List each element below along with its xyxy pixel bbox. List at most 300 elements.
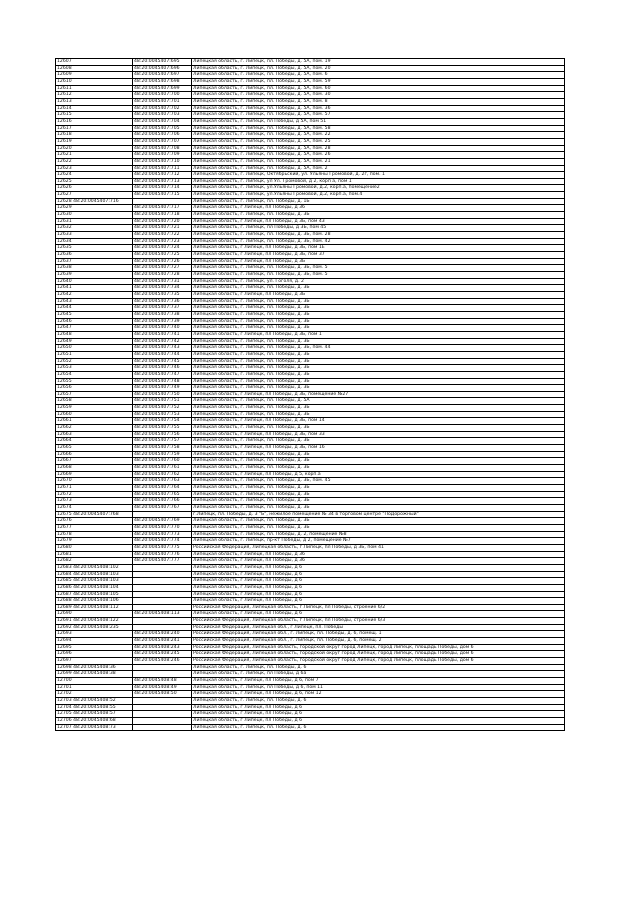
- address-cell: Липецкая область, г. Липецк, пл. Победы, д. 5А, пом. 58: [192, 125, 565, 132]
- cadastral-number-cell: [133, 511, 192, 518]
- address-cell: Липецкая область, г. Липецк, пл. Победы, д. 5А, пом. 8: [192, 98, 565, 105]
- row-number-cell: 12670: [56, 478, 133, 485]
- cadastral-number-cell: [133, 564, 192, 571]
- cadastral-number-cell: 48:20:0045407:746: [133, 365, 192, 372]
- row-number-cell: 12673: [56, 498, 133, 505]
- table-row: [56, 618, 565, 625]
- cadastral-number-cell: 48:20:0045407:767: [133, 504, 192, 511]
- address-cell: Липецкая область, г Липецк, пл Победы, д 3Б, пом 16: [192, 445, 565, 452]
- address-cell: Российская Федерация, Липецкая область, г Липецк, пл Победы, строение 6/3: [192, 618, 565, 625]
- table-row: [56, 471, 565, 478]
- row-number-cell: 12694: [56, 638, 133, 645]
- table-row: [56, 678, 565, 685]
- address-cell: Липецкая область, г. Липецк, пл. Победы, д. 3Б: [192, 351, 565, 358]
- cadastral-number-cell: 48:20:0045407:700: [133, 92, 192, 99]
- address-cell: Липецкая область, г Липецк, пл Победы, д 3Б, пом 1Е: [192, 245, 565, 252]
- row-number-cell: 12707 48:20:0045408:73: [56, 724, 133, 731]
- table-row: [56, 305, 565, 312]
- table-row: [56, 85, 565, 92]
- row-number-cell: 12627: [56, 192, 133, 199]
- row-number-cell: 12682: [56, 558, 133, 565]
- address-cell: Липецкая область, г Липецк, пл Победы, д 6, пом 12: [192, 691, 565, 698]
- address-cell: Липецкая область, г. Липецк, пл. Победы, д. 3Б, пом. 45: [192, 478, 565, 485]
- cadastral-number-cell: 48:20:0045407:714: [133, 185, 192, 192]
- table-row: [56, 118, 565, 125]
- table-row: [56, 285, 565, 292]
- row-number-cell: 12666: [56, 451, 133, 458]
- row-number-cell: 12655: [56, 378, 133, 385]
- cadastral-number-cell: 48:20:0045407:741: [133, 331, 192, 338]
- row-number-cell: 12704 48:20:0045408:55: [56, 704, 133, 711]
- cadastral-number-cell: 48:20:0045407:718: [133, 212, 192, 219]
- cadastral-number-cell: 48:20:0045407:754: [133, 418, 192, 425]
- row-number-cell: 12674: [56, 504, 133, 511]
- address-cell: Липецкая область, г Липецк, пл Победы, д 36: [192, 558, 565, 565]
- address-cell: Липецкая область, г. Липецк, пл. Победы, д. 6: [192, 724, 565, 731]
- row-number-cell: 12706 48:20:0045408:68: [56, 717, 133, 724]
- row-number-cell: 12679: [56, 538, 133, 545]
- address-cell: Липецкая область, г. Липецк, пл. Победы, д. 5А, пом. 59: [192, 78, 565, 85]
- address-cell: Липецкая область, г. Липецк, пл. Победы, д. 3Б: [192, 311, 565, 318]
- cadastral-number-cell: 48:20:0045407:759: [133, 451, 192, 458]
- row-number-cell: 12622: [56, 158, 133, 165]
- table-row: [56, 198, 565, 205]
- table-row: [56, 405, 565, 412]
- address-cell: Липецкая область, г. Липецк, пл Победы, д 6а: [192, 671, 565, 678]
- address-cell: Липецкая область, г Липецк, пл Победы, д 6: [192, 584, 565, 591]
- row-number-cell: 12675 48:20:0045407:768: [56, 511, 133, 518]
- row-number-cell: 12612: [56, 92, 133, 99]
- address-cell: Липецкая область, г. Липецк, пр-кт Победы, д 2, помещение №7: [192, 538, 565, 545]
- row-number-cell: 12687 48:20:0045408:105: [56, 591, 133, 598]
- row-number-cell: 12665: [56, 445, 133, 452]
- address-cell: Липецкая область, г. Липецк, пл. Победы, д. 5А, пом. 60: [192, 85, 565, 92]
- cadastral-number-cell: 48:20:0045407:707: [133, 138, 192, 145]
- address-cell: Липецкая область, г. Липецк, пл. Победы, д. 3Б: [192, 385, 565, 392]
- row-number-cell: 12634: [56, 238, 133, 245]
- address-cell: Липецкая область, г Липецк, пл Победы, д 3Б, пом 43: [192, 218, 565, 225]
- table-row: [56, 112, 565, 119]
- cadastral-number-cell: 48:20:0045407:704: [133, 118, 192, 125]
- cadastral-number-cell: 48:20:0045407:699: [133, 85, 192, 92]
- table-row: [56, 358, 565, 365]
- cadastral-number-cell: 48:20:0045407:717: [133, 205, 192, 212]
- table-row: [56, 651, 565, 658]
- row-number-cell: 12640: [56, 278, 133, 285]
- table-row: [56, 544, 565, 551]
- cadastral-number-cell: 48:20:0045407:709: [133, 152, 192, 159]
- address-cell: Липецкая область, г. Липецк, пл. Победы, д. 3Б: [192, 438, 565, 445]
- address-cell: Липецкая область, г. Липецк, пл. Победы, д. 5А, пом. 22: [192, 132, 565, 139]
- address-cell: Липецкая область, г Липецк, пл Победы, д 3Б: [192, 291, 565, 298]
- cadastral-number-cell: 48:20:0045407:757: [133, 438, 192, 445]
- table-row: [56, 212, 565, 219]
- table-row: [56, 365, 565, 372]
- table-row: [56, 145, 565, 152]
- table-row: [56, 325, 565, 332]
- row-number-cell: 12668: [56, 465, 133, 472]
- cadastral-number-cell: 48:20:0045407:765: [133, 491, 192, 498]
- row-number-cell: 12616: [56, 118, 133, 125]
- address-cell: Липецкая область, г Липецк, пл Победы, д 6: [192, 564, 565, 571]
- row-number-cell: 12630: [56, 212, 133, 219]
- cadastral-number-cell: 48:20:0045407:747: [133, 371, 192, 378]
- table-row: [56, 311, 565, 318]
- cadastral-number-cell: 48:20:0045407:715: [133, 192, 192, 199]
- row-number-cell: 12637: [56, 258, 133, 265]
- cadastral-number-cell: 48:20:0045407:755: [133, 425, 192, 432]
- table-row: [56, 631, 565, 638]
- table-row: [56, 571, 565, 578]
- cadastral-number-cell: 48:20:0045408:113: [133, 611, 192, 618]
- row-number-cell: 12643: [56, 298, 133, 305]
- table-row: [56, 531, 565, 538]
- table-row: [56, 504, 565, 511]
- cadastral-number-cell: 48:20:0045407:708: [133, 145, 192, 152]
- registry-table: [55, 58, 565, 731]
- address-cell: Липецкая область, г. Липецк, пл. Победы, д. 2, помещение №8: [192, 531, 565, 538]
- table-row: [56, 192, 565, 199]
- cadastral-number-cell: 48:20:0045407:722: [133, 232, 192, 239]
- row-number-cell: 12683 48:20:0045408:102: [56, 564, 133, 571]
- address-cell: Липецкая область, г Липецк, пл Победы, д 6: [192, 591, 565, 598]
- address-cell: г.Липецк, пл. Победы, д. 3 "Б", нежилое помещение № 34 в торговом центре "ПоДорожный": [192, 511, 565, 518]
- row-number-cell: 12661: [56, 418, 133, 425]
- address-cell: Липецкая область, г. Липецк, пл. Победы, д. 3Б, пом. 28: [192, 232, 565, 239]
- row-number-cell: 12623: [56, 165, 133, 172]
- address-cell: Липецкая область, г. Липецк, пл. Победы, д. 3Б: [192, 491, 565, 498]
- address-cell: Липецкая область, г. Липецк, пл. Победы, д. 3Б: [192, 285, 565, 292]
- row-number-cell: 12625: [56, 178, 133, 185]
- address-cell: Липецкая область, г. Липецк, пл. Победы, д. 3Б: [192, 485, 565, 492]
- address-cell: Липецкая область, г Липецк, пл Победы, д 36: [192, 205, 565, 212]
- address-cell: Липецкая область, г. Липецк, пл. Победы, д. 3Б: [192, 498, 565, 505]
- row-number-cell: 12620: [56, 145, 133, 152]
- table-row: [56, 578, 565, 585]
- address-cell: Липецкая область, г Липецк, пл Победы, д 3Б, пом 37: [192, 252, 565, 259]
- table-row: [56, 59, 565, 66]
- row-number-cell: 12667: [56, 458, 133, 465]
- cadastral-number-cell: 48:20:0045407:751: [133, 398, 192, 405]
- table-row: [56, 518, 565, 525]
- cadastral-number-cell: 48:20:0045407:749: [133, 385, 192, 392]
- address-cell: Липецкая область, г. Липецк, пл. Победы, д. 3Б: [192, 371, 565, 378]
- address-cell: Липецкая область, г. Липецк, пл. Победы, д. 5А, пом. 21: [192, 158, 565, 165]
- table-row: [56, 265, 565, 272]
- cadastral-number-cell: 48:20:0045408:241: [133, 638, 192, 645]
- table-row: [56, 92, 565, 99]
- address-cell: Липецкая область, г. Липецк, пл. Победы, д. 3Б: [192, 298, 565, 305]
- row-number-cell: 12669: [56, 471, 133, 478]
- cadastral-number-cell: 48:20:0045408:49: [133, 684, 192, 691]
- row-number-cell: 12697: [56, 658, 133, 665]
- table-row: [56, 624, 565, 631]
- table-row: [56, 558, 565, 565]
- row-number-cell: 12610: [56, 78, 133, 85]
- table-row: [56, 698, 565, 705]
- table-row: [56, 591, 565, 598]
- table-row: [56, 65, 565, 72]
- cadastral-number-cell: 48:20:0045407:761: [133, 465, 192, 472]
- row-number-cell: 12619: [56, 138, 133, 145]
- address-cell: Липецкая область, г. Липецк, пл. Победы, д. 3Б: [192, 305, 565, 312]
- address-cell: Липецкая область, г Липецк, пл Победы, д 6, пом 7: [192, 678, 565, 685]
- row-number-cell: 12611: [56, 85, 133, 92]
- cadastral-number-cell: 48:20:0045407:750: [133, 391, 192, 398]
- cadastral-number-cell: 48:20:0045407:698: [133, 78, 192, 85]
- table-row: [56, 478, 565, 485]
- cadastral-number-cell: 48:20:0045408:50: [133, 691, 192, 698]
- row-number-cell: 12692 48:20:0045408:235: [56, 624, 133, 631]
- cadastral-number-cell: 48:20:0045407:769: [133, 518, 192, 525]
- cadastral-number-cell: 48:20:0045407:702: [133, 105, 192, 112]
- table-row: [56, 98, 565, 105]
- address-cell: Липецкая область, г Липецк, пл Победы, д 3Б: [192, 258, 565, 265]
- address-cell: Липецкая область, г. Липецк, пл. Победы, д. 3Б: [192, 504, 565, 511]
- table-row: [56, 258, 565, 265]
- cadastral-number-cell: 48:20:0045407:777: [133, 558, 192, 565]
- table-row: [56, 538, 565, 545]
- cadastral-number-cell: 48:20:0045407:737: [133, 305, 192, 312]
- address-cell: Липецкая область, г. Липецк, пл. Победы, д. 6: [192, 664, 565, 671]
- address-cell: Российская Федерация, Липецкая область, городской округ город Липецк, город Липецк, площадь Победы, дом 6: [192, 658, 565, 665]
- address-cell: Липецкая область, г Липецк, пл Победы, д 6: [192, 571, 565, 578]
- cadastral-number-cell: 48:20:0045407:728: [133, 272, 192, 279]
- cadastral-number-cell: [133, 711, 192, 718]
- table-row: [56, 245, 565, 252]
- row-number-cell: 12695: [56, 644, 133, 651]
- address-cell: Липецкая область, г. Липецк, пл. Победы, д. 3Б: [192, 458, 565, 465]
- table-row: [56, 125, 565, 132]
- address-cell: Липецкая область, г. Липецк, пл. Победы, д. 3Б: [192, 338, 565, 345]
- address-cell: Липецкая область, г. Липецк, пл. Победы, д. 5А, пом. 30: [192, 92, 565, 99]
- cadastral-number-cell: [133, 598, 192, 605]
- cadastral-number-cell: 48:20:0045407:720: [133, 218, 192, 225]
- cadastral-number-cell: [133, 724, 192, 731]
- row-number-cell: 12618: [56, 132, 133, 139]
- address-cell: Российская Федерация, Липецкая область, г Липецк, пл Победы, д 3Б, пом 41: [192, 544, 565, 551]
- table-row: [56, 485, 565, 492]
- cadastral-number-cell: 48:20:0045407:752: [133, 405, 192, 412]
- cadastral-number-cell: 48:20:0045408:243: [133, 644, 192, 651]
- address-cell: Липецкая область, г. Липецк, Октябрьский, ул. Ульяны Громовой, д. 2г, пом. 1: [192, 172, 565, 179]
- row-number-cell: 12690: [56, 611, 133, 618]
- row-number-cell: 12662: [56, 425, 133, 432]
- address-cell: Липецкая область, г. Липецк, пл. Победы, д. 5А, пом. 19: [192, 59, 565, 66]
- cadastral-number-cell: [133, 198, 192, 205]
- row-number-cell: 12676: [56, 518, 133, 525]
- row-number-cell: 12702: [56, 691, 133, 698]
- cadastral-number-cell: 48:20:0045407:713: [133, 178, 192, 185]
- table-row: [56, 598, 565, 605]
- address-cell: Липецкая область, г. Липецк, пл. Победы, д. 5А, пом. 20: [192, 65, 565, 72]
- table-row: [56, 291, 565, 298]
- address-cell: Липецкая область, г. Липецк, пл. Победы, д. 5А, пом. 36: [192, 105, 565, 112]
- address-cell: Липецкая область, г Липецк, пл Победы, д 6: [192, 711, 565, 718]
- cadastral-number-cell: 48:20:0045407:703: [133, 112, 192, 119]
- row-number-cell: 12700: [56, 678, 133, 685]
- cadastral-number-cell: 48:20:0045407:776: [133, 551, 192, 558]
- cadastral-number-cell: 48:20:0045407:701: [133, 98, 192, 105]
- address-cell: Липецкая область, г Липецк, пл Победы, д 6: [192, 598, 565, 605]
- cadastral-number-cell: 48:20:0045407:731: [133, 278, 192, 285]
- row-number-cell: 12628 48:20:0045407:716: [56, 198, 133, 205]
- table-row: [56, 604, 565, 611]
- address-cell: Липецкая область, г Липецк, пл Победы, д 3Б, пом 33: [192, 431, 565, 438]
- cadastral-number-cell: 48:20:0045407:748: [133, 378, 192, 385]
- table-row: [56, 584, 565, 591]
- cadastral-number-cell: 48:20:0045407:721: [133, 225, 192, 232]
- cadastral-number-cell: 48:20:0045407:758: [133, 445, 192, 452]
- row-number-cell: 12696: [56, 651, 133, 658]
- table-row: [56, 178, 565, 185]
- address-cell: Липецкая область, г. Липецк, ул.Ульяны Громовой, д.2, корп.а, пом.4: [192, 192, 565, 199]
- cadastral-number-cell: 48:20:0045407:739: [133, 318, 192, 325]
- table-row: [56, 165, 565, 172]
- row-number-cell: 12639: [56, 272, 133, 279]
- row-number-cell: 12688 48:20:0045408:106: [56, 598, 133, 605]
- table-row: [56, 252, 565, 259]
- row-number-cell: 12658: [56, 398, 133, 405]
- cadastral-number-cell: 48:20:0045407:745: [133, 358, 192, 365]
- row-number-cell: 12647: [56, 325, 133, 332]
- table-row: [56, 278, 565, 285]
- table-row: [56, 438, 565, 445]
- address-cell: Липецкая область, г. Липецк, пл. Победы, д. 5А, пом. 28: [192, 145, 565, 152]
- cadastral-number-cell: 48:20:0045408:245: [133, 651, 192, 658]
- row-number-cell: 12678: [56, 531, 133, 538]
- cadastral-number-cell: 48:20:0045407:760: [133, 458, 192, 465]
- address-cell: Липецкая область, г Липецк, пл Победы, д 6: [192, 704, 565, 711]
- table-row: [56, 345, 565, 352]
- address-cell: Липецкая область, г. Липецк, пл. Победы, д. 3Б: [192, 325, 565, 332]
- address-cell: Липецкая область, г. Липецк, пл. Победы, д. 3Б: [192, 318, 565, 325]
- cadastral-number-cell: 48:20:0045407:743: [133, 345, 192, 352]
- cadastral-number-cell: 48:20:0045408:246: [133, 658, 192, 665]
- table-row: [56, 551, 565, 558]
- cadastral-number-cell: 48:20:0045407:695: [133, 59, 192, 66]
- row-number-cell: 12608: [56, 65, 133, 72]
- table-row: [56, 298, 565, 305]
- row-number-cell: 12615: [56, 112, 133, 119]
- cadastral-number-cell: 48:20:0045407:744: [133, 351, 192, 358]
- row-number-cell: 12626: [56, 185, 133, 192]
- row-number-cell: 12607: [56, 59, 133, 66]
- cadastral-number-cell: 48:20:0045407:766: [133, 498, 192, 505]
- row-number-cell: 12651: [56, 351, 133, 358]
- cadastral-number-cell: [133, 618, 192, 625]
- table-row: [56, 132, 565, 139]
- cadastral-number-cell: 48:20:0045407:762: [133, 471, 192, 478]
- row-number-cell: 12609: [56, 72, 133, 79]
- cadastral-number-cell: 48:20:0045407:738: [133, 311, 192, 318]
- row-number-cell: 12685 48:20:0045408:103: [56, 578, 133, 585]
- address-cell: Липецкая область, г. Липецк, пл. Победы, д. 3Б: [192, 365, 565, 372]
- table-row: [56, 711, 565, 718]
- table-row: [56, 717, 565, 724]
- address-cell: Липецкая область, г Липецк, пл Победы, д 3Б, пом 1: [192, 331, 565, 338]
- table-row: [56, 158, 565, 165]
- row-number-cell: 12677: [56, 524, 133, 531]
- cadastral-number-cell: 48:20:0045407:696: [133, 65, 192, 72]
- table-row: [56, 691, 565, 698]
- cadastral-number-cell: 48:20:0045407:726: [133, 258, 192, 265]
- address-cell: Российская Федерация, Липецкая область, г Липецк, пл Победы, строение 6/2: [192, 604, 565, 611]
- table-row: [56, 385, 565, 392]
- address-cell: Липецкая область, г. Липецк, пл. Победы, д. 3Б: [192, 212, 565, 219]
- table-row: [56, 351, 565, 358]
- row-number-cell: 12648: [56, 331, 133, 338]
- cadastral-number-cell: 48:20:0045407:770: [133, 524, 192, 531]
- row-number-cell: 12613: [56, 98, 133, 105]
- cadastral-number-cell: 48:20:0045407:712: [133, 172, 192, 179]
- address-cell: Российская Федерация, Липецкая обл., г Липецк, пл. Победы: [192, 624, 565, 631]
- cadastral-number-cell: 48:20:0045407:723: [133, 238, 192, 245]
- table-row: [56, 671, 565, 678]
- table-row: [56, 664, 565, 671]
- table-row: [56, 218, 565, 225]
- address-cell: Липецкая область, г Липецк, пл Победы, д 6: [192, 717, 565, 724]
- row-number-cell: 12701: [56, 684, 133, 691]
- address-cell: Липецкая область, г. Липецк, пл. Победы, д. 3Б, пом. 5: [192, 272, 565, 279]
- row-number-cell: 12656: [56, 385, 133, 392]
- table-row: [56, 391, 565, 398]
- row-number-cell: 12660: [56, 411, 133, 418]
- address-cell: Липецкая область, г Липецк, пл Победы, д 3Б, пом 14: [192, 418, 565, 425]
- row-number-cell: 12644: [56, 305, 133, 312]
- table-row: [56, 172, 565, 179]
- table-row: [56, 458, 565, 465]
- address-cell: Липецкая область, г. Липецк, пл. Победы, д. 3Б: [192, 405, 565, 412]
- row-number-cell: 12642: [56, 291, 133, 298]
- cadastral-number-cell: 48:20:0045407:775: [133, 544, 192, 551]
- address-cell: Липецкая область, г. Липецк, пл. Победы, д. 5А, пом. 26: [192, 152, 565, 159]
- cadastral-number-cell: 48:20:0045407:727: [133, 265, 192, 272]
- address-cell: Липецкая область, г. Липецк, пл. Победы, д. 3Б: [192, 358, 565, 365]
- cadastral-number-cell: 48:20:0045407:705: [133, 125, 192, 132]
- cadastral-number-cell: 48:20:0045407:774: [133, 538, 192, 545]
- cadastral-number-cell: [133, 698, 192, 705]
- row-number-cell: 12664: [56, 438, 133, 445]
- cadastral-number-cell: 48:20:0045407:706: [133, 132, 192, 139]
- table-row: [56, 318, 565, 325]
- row-number-cell: 12659: [56, 405, 133, 412]
- address-cell: Липецкая область, г Липецк, пл Победы, д 6: [192, 578, 565, 585]
- row-number-cell: 12614: [56, 105, 133, 112]
- table-row: [56, 205, 565, 212]
- address-cell: Липецкая область, г Липецк, пл Победы, д 3Б, помещение №27: [192, 391, 565, 398]
- cadastral-number-cell: 48:20:0045408:240: [133, 631, 192, 638]
- address-cell: Липецкая область, г. Липецк, пл Победы, д 5А, пом 51: [192, 118, 565, 125]
- address-cell: Российская Федерация, Липецкая обл., г. Липецк, пл. Победы, д. 6, помещ. 2: [192, 638, 565, 645]
- row-number-cell: 12631: [56, 218, 133, 225]
- address-cell: Липецкая область, г. Липецк, пл. Победы, д. 3Б: [192, 518, 565, 525]
- address-cell: Липецкая область, г. Липецк, пл. Победы, д. 3Б: [192, 378, 565, 385]
- address-cell: Липецкая область, г. Липецк, ул Ул. Громовой, д 2, корп а, пом 1: [192, 178, 565, 185]
- address-cell: Липецкая область, г. Липецк, пл. Победы, д. 3Б: [192, 411, 565, 418]
- row-number-cell: 12645: [56, 311, 133, 318]
- table-row: [56, 232, 565, 239]
- row-number-cell: 12689 48:20:0045408:112: [56, 604, 133, 611]
- cadastral-number-cell: [133, 664, 192, 671]
- address-cell: Липецкая область, г. Липецк, пл. Победы, д. 5А: [192, 398, 565, 405]
- table-row: [56, 378, 565, 385]
- row-number-cell: 12654: [56, 371, 133, 378]
- row-number-cell: 12671: [56, 485, 133, 492]
- table-row: [56, 451, 565, 458]
- cadastral-number-cell: [133, 717, 192, 724]
- table-row: [56, 658, 565, 665]
